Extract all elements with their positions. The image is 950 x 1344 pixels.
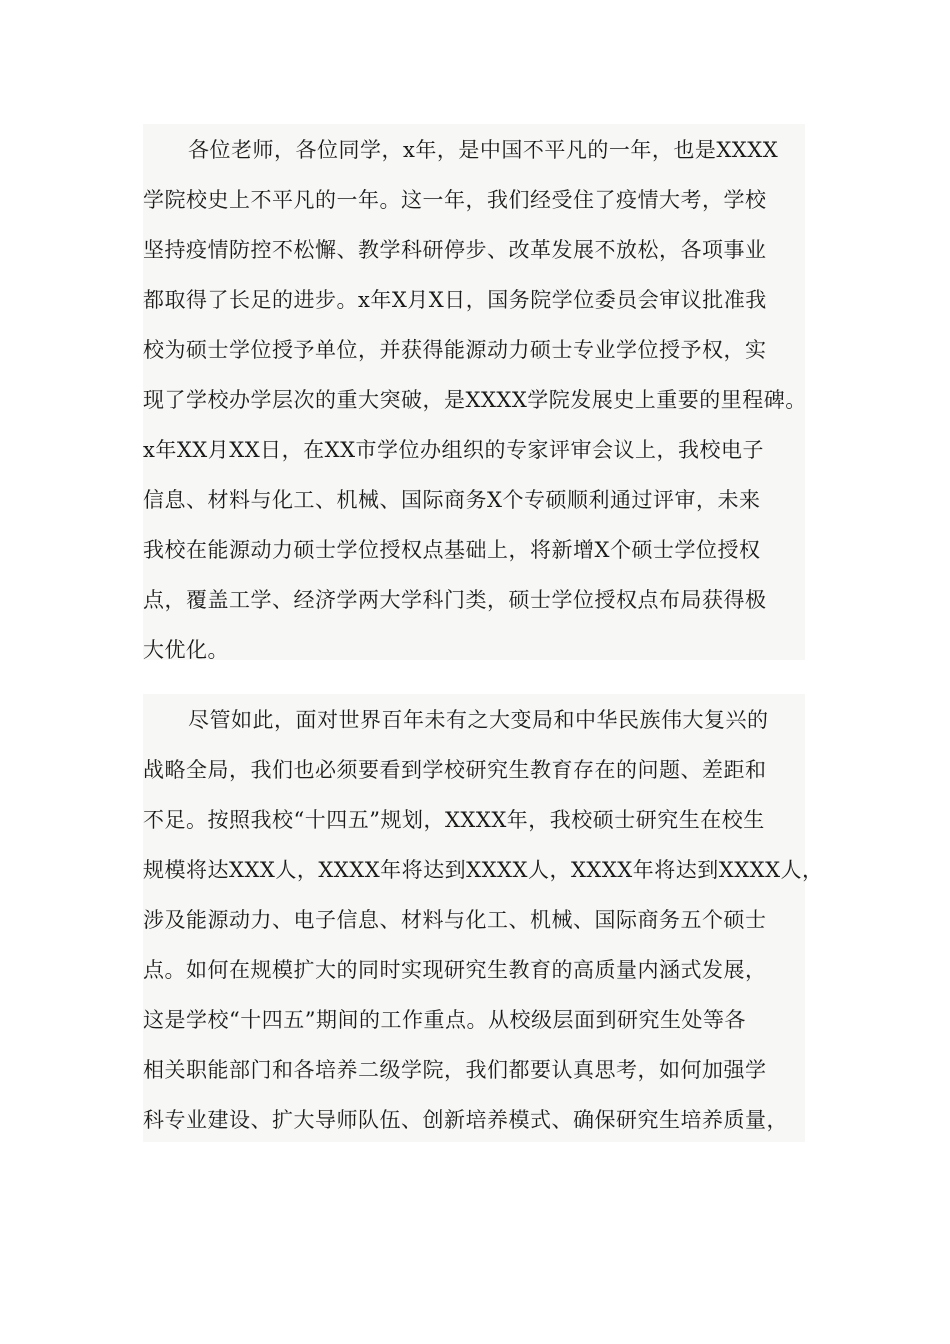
text-line: 大优化。 [143,638,229,662]
text-line: 涉及能源动力、电子信息、材料与化工、机械、国际商务五个硕士 [143,908,767,932]
text-line: 不足。按照我校“十四五”规划，XXXX年，我校硕士研究生在校生 [143,808,765,832]
text-line: 现了学校办学层次的重大突破，是XXXX学院发展史上重要的里程碑。 [143,388,807,412]
text-line: 我校在能源动力硕士学位授权点基础上，将新增X个硕士学位授权 [143,538,761,562]
text-line: 各位老师，各位同学，x年，是中国不平凡的一年，也是XXXX [188,138,779,162]
text-line: 相关职能部门和各培养二级学院，我们都要认真思考，如何加强学 [143,1058,767,1082]
text-line: 学院校史上不平凡的一年。这一年，我们经受住了疫情大考，学校 [143,188,767,212]
text-line: 信息、材料与化工、机械、国际商务X个专硕顺利通过评审，未来 [143,488,761,512]
text-line: 都取得了长足的进步。x年X月X日，国务院学位委员会审议批准我 [143,288,767,312]
text-line: x年XX月XX日，在XX市学位办组织的专家评审会议上，我校电子 [143,438,765,462]
paragraph-1 [143,124,805,660]
text-line: 科专业建设、扩大导师队伍、创新培养模式、确保研究生培养质量， [143,1108,788,1132]
text-line: 战略全局，我们也必须要看到学校研究生教育存在的问题、差距和 [143,758,767,782]
paragraph-2 [143,694,824,1142]
text-line: 校为硕士学位授予单位，并获得能源动力硕士专业学位授予权，实 [143,338,767,362]
text-line: 这是学校“十四五”期间的工作重点。从校级层面到研究生处等各 [143,1008,746,1032]
text-line: 点，覆盖工学、经济学两大学科门类，硕士学位授权点布局获得极 [143,588,767,612]
text-line: 尽管如此，面对世界百年未有之大变局和中华民族伟大复兴的 [188,708,769,732]
text-line: 点。如何在规模扩大的同时实现研究生教育的高质量内涵式发展， [143,958,767,982]
text-line: 规模将达XXX人，XXXX年将达到XXXX人，XXXX年将达到XXXX人， [143,858,824,882]
text-line: 坚持疫情防控不松懈、教学科研停步、改革发展不放松，各项事业 [143,238,767,262]
